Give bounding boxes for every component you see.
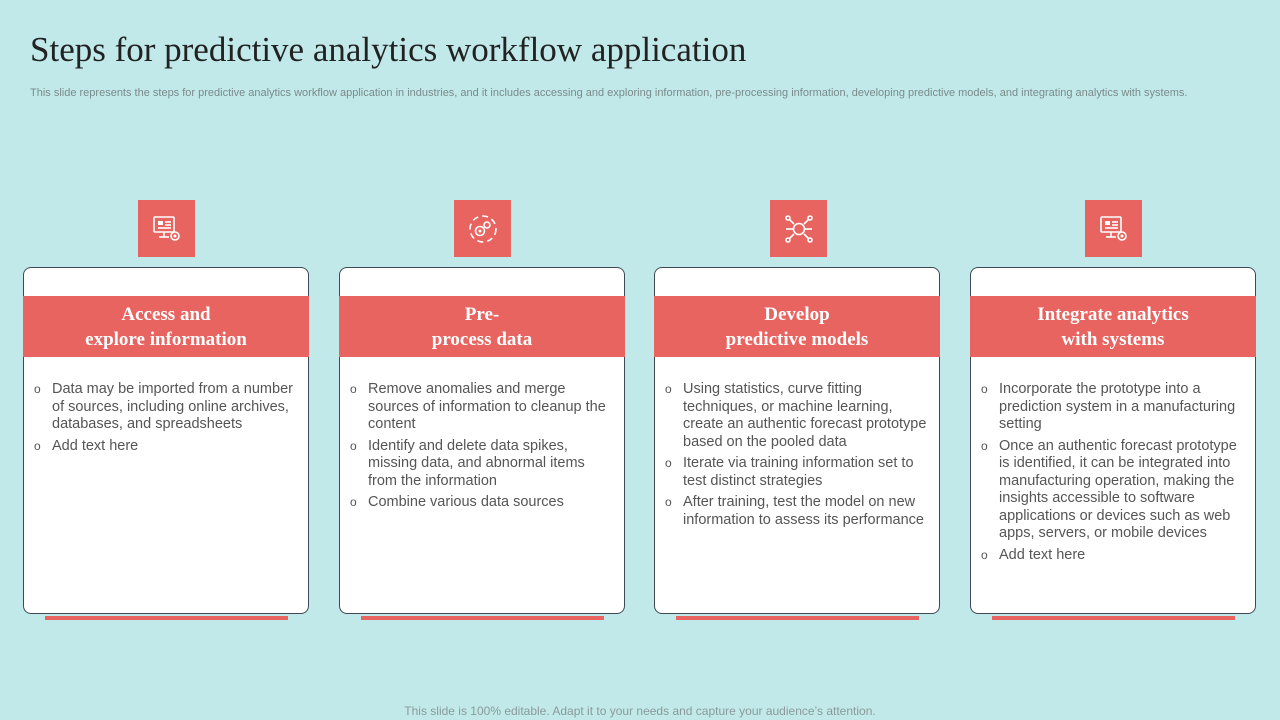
list-item: o After training, test the model on new information to assess its performance <box>665 494 924 528</box>
list-item: o Iterate via training information set to test distinct strategies <box>665 455 914 489</box>
step-bullets <box>665 381 929 533</box>
list-item: o Incorporate the prototype into a prediction system in a manufacturing setting <box>981 381 1236 432</box>
list-item: o Identify and delete data spikes, missing data, and abnormal items from the information <box>350 437 585 489</box>
step-heading: Integrate analytics with systems <box>970 296 1256 357</box>
slide-title: Steps for predictive analytics workflow application <box>30 30 747 69</box>
list-item: o Remove anomalies and merge sources of information to cleanup the content <box>350 381 606 432</box>
step-bullets <box>34 381 298 459</box>
list-item: o Using statistics, curve fitting techniques, or machine learning, create an authentic forecast prototype based on the pooled data <box>665 381 927 450</box>
monitor-gear-icon <box>1085 200 1142 257</box>
list-item: o Combine various data sources <box>350 494 564 510</box>
step-bullets <box>350 381 614 516</box>
list-item: o Once an authentic forecast prototype is identified, it can be integrated into manufacturing operation, making the insights accessible to software applications or devices such as web apps, servers, or mobile devices <box>981 437 1237 541</box>
step-heading: Access and explore information <box>23 296 309 357</box>
slide-subtitle: This slide represents the steps for predictive analytics workflow application in industries, and it includes accessing and exploring information, pre-processing information, developing predictive models, and integrating analytics with systems. <box>30 87 1188 99</box>
list-item: o Data may be imported from a number of sources, including online archives, databases, and spreadsheets <box>34 381 293 432</box>
step-card-develop <box>654 267 940 614</box>
card-underline <box>361 616 604 620</box>
monitor-gear-icon <box>138 200 195 257</box>
gears-cycle-icon <box>454 200 511 257</box>
step-heading: Develop predictive models <box>654 296 940 357</box>
step-card-integrate <box>970 267 1256 614</box>
list-item: o Add text here <box>34 437 139 454</box>
card-underline <box>45 616 288 620</box>
step-bullets <box>981 381 1245 568</box>
step-card-access <box>23 267 309 614</box>
step-card-preprocess <box>339 267 625 614</box>
card-underline <box>992 616 1235 620</box>
list-item: o Add text here <box>981 546 1086 563</box>
brain-network-icon <box>770 200 827 257</box>
slide-footer: This slide is 100% editable. Adapt it to your needs and capture your audience’s attention. <box>404 704 876 718</box>
card-underline <box>676 616 919 620</box>
step-heading: Pre- process data <box>339 296 625 357</box>
